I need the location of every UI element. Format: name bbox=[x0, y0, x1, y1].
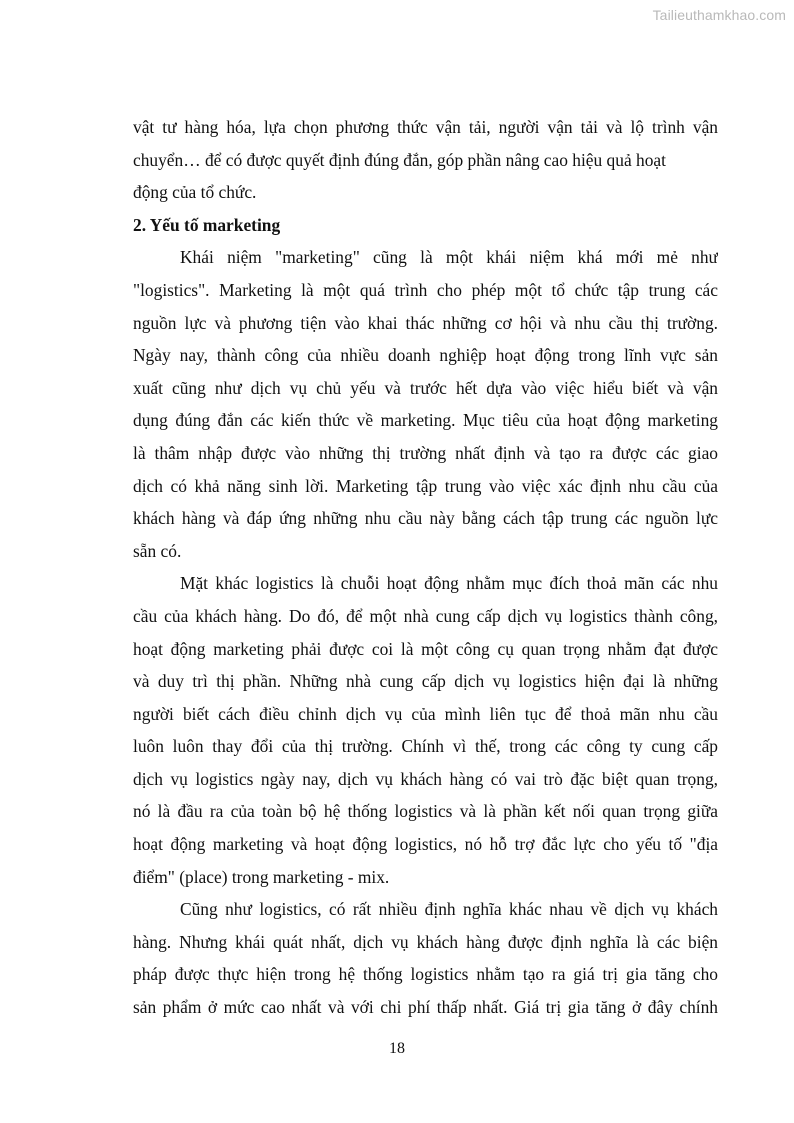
text-line: sản phẩm ở mức cao nhất và với chi phí thấp nhất. Giá trị gia tăng ở đây chính bbox=[133, 997, 718, 1018]
text-line: hàng. Nhưng khái quát nhất, dịch vụ khách hàng được định nghĩa là các biện bbox=[133, 931, 718, 952]
section-heading: 2. Yếu tố marketing bbox=[133, 214, 281, 235]
text-line: xuất cũng như dịch vụ chủ yếu và trước hết dựa vào việc hiểu biết và vận bbox=[133, 377, 718, 398]
watermark: Tailieuthamkhao.com bbox=[652, 7, 786, 23]
text-line: khách hàng và đáp ứng những nhu cầu này bằng cách tập trung các nguồn lực bbox=[133, 508, 718, 529]
text-line: dịch có khả năng sinh lời. Marketing tập trung vào việc xác định nhu cầu của bbox=[133, 475, 718, 496]
text-line: nó là đầu ra của toàn bộ hệ thống logistics và là phần kết nối quan trọng giữa bbox=[133, 801, 718, 822]
text-line: cầu của khách hàng. Do đó, để một nhà cung cấp dịch vụ logistics thành công, bbox=[133, 605, 718, 626]
text-line: nguồn lực và phương tiện vào khai thác những cơ hội và nhu cầu thị trường. bbox=[133, 312, 718, 333]
text-line: hoạt động marketing phải được coi là một công cụ quan trọng nhằm đạt được bbox=[133, 638, 718, 659]
text-line: vật tư hàng hóa, lựa chọn phương thức vận tải, người vận tải và lộ trình vận bbox=[133, 117, 718, 137]
text-line: dịch vụ logistics ngày nay, dịch vụ khách hàng có vai trò đặc biệt quan trọng, bbox=[133, 768, 718, 789]
text-line: chuyển… để có được quyết định đúng đắn, góp phần nâng cao hiệu quả hoạt bbox=[133, 149, 666, 170]
text-line: Mặt khác logistics là chuỗi hoạt động nhằm mục đích thoả mãn các nhu bbox=[180, 573, 718, 594]
text-line: "logistics". Marketing là một quá trình cho phép một tổ chức tập trung các bbox=[133, 279, 718, 300]
text-line: động của tổ chức. bbox=[133, 182, 257, 203]
text-line: sẵn có. bbox=[133, 540, 182, 561]
text-line: là thâm nhập được vào những thị trường nhất định và tạo ra được các giao bbox=[133, 442, 718, 463]
text-line: Ngày nay, thành công của nhiều doanh nghiệp hoạt động trong lĩnh vực sản bbox=[133, 345, 718, 366]
text-line: pháp được thực hiện trong hệ thống logistics nhằm tạo ra giá trị gia tăng cho bbox=[133, 964, 718, 985]
text-line: và duy trì thị phần. Những nhà cung cấp dịch vụ logistics hiện đại là những bbox=[133, 671, 718, 692]
text-line: người biết cách điều chỉnh dịch vụ của mình liên tục để thoả mãn nhu cầu bbox=[133, 703, 718, 724]
text-line: Cũng như logistics, có rất nhiều định nghĩa khác nhau về dịch vụ khách bbox=[180, 899, 718, 920]
text-line: điểm" (place) trong marketing - mix. bbox=[133, 866, 390, 887]
document-body bbox=[133, 111, 718, 1024]
text-line: hoạt động marketing và hoạt động logistics, nó hỗ trợ đắc lực cho yếu tố "địa bbox=[133, 834, 718, 855]
text-line: luôn luôn thay đổi của thị trường. Chính vì thế, trong các công ty cung cấp bbox=[133, 736, 718, 757]
page-number: 18 bbox=[389, 1040, 405, 1057]
text-line: Khái niệm "marketing" cũng là một khái niệm khá mới mẻ như bbox=[180, 247, 718, 268]
text-line: dụng đúng đắn các kiến thức về marketing. Mục tiêu của hoạt động marketing bbox=[133, 410, 718, 431]
